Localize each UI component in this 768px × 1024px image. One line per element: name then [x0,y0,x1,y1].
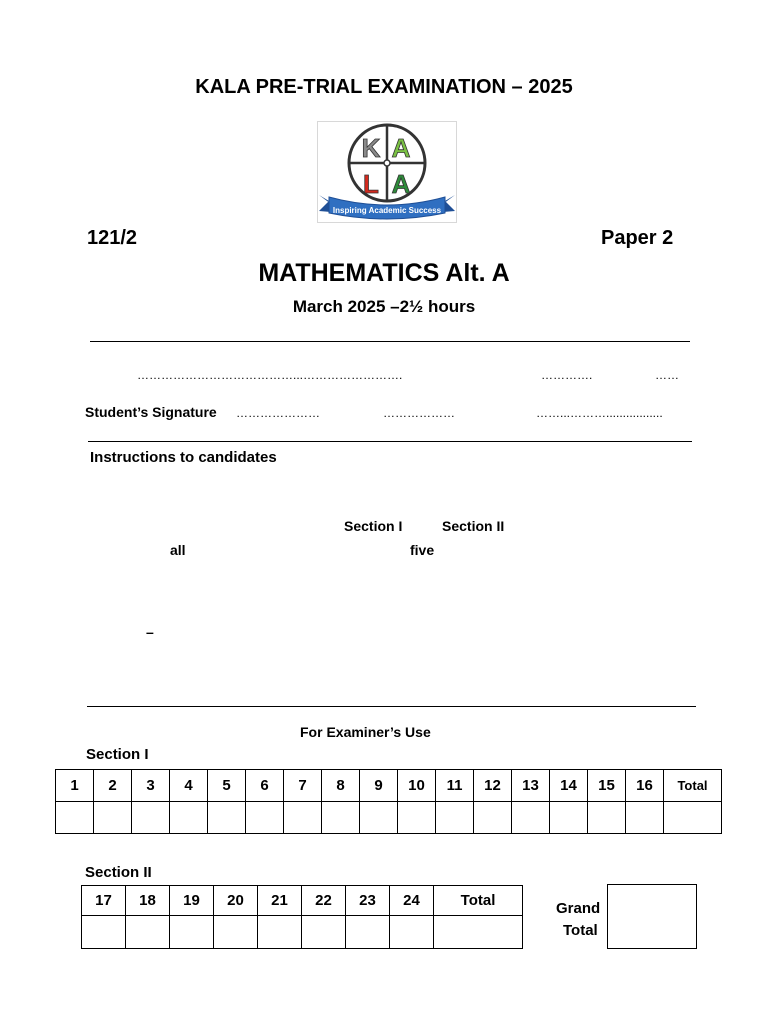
question-11-header: 11 [436,770,474,802]
section-1-score-table [55,769,722,834]
paper-number: Paper 2 [601,227,674,249]
logo-letter-k: K [361,133,381,163]
section-2-header-row [82,886,523,916]
question-6-header: 6 [246,770,284,802]
instruction-word-section-ii: Section II [442,518,505,534]
score-cell[interactable] [170,802,208,834]
question-1-header: 1 [56,770,94,802]
adm-field-dots: …… [655,368,679,382]
question-10-header: 10 [398,770,436,802]
score-cell[interactable] [214,916,258,949]
section-2-score-row [82,916,523,949]
question-24-header: 24 [390,886,434,916]
instruction-word-section-i: Section I [344,518,403,534]
paper-code: 121/2 [87,227,138,249]
question-9-header: 9 [360,770,398,802]
question-18-header: 18 [126,886,170,916]
score-cell[interactable] [284,802,322,834]
grand-total-label-line1: Grand [556,900,601,917]
score-cell[interactable] [246,802,284,834]
logo-tagline: Inspiring Academic Success [332,206,442,215]
question-23-header: 23 [346,886,390,916]
section-1-total-cell[interactable] [664,802,722,834]
logo-letter-a1: A [391,133,411,163]
section-1-total-header: Total [664,770,722,802]
exam-title: KALA PRE-TRIAL EXAMINATION – 2025 [195,76,573,98]
question-16-header: 16 [626,770,664,802]
logo-letter-l: L [363,169,379,199]
score-cell[interactable] [170,916,214,949]
score-cell[interactable] [390,916,434,949]
score-cell[interactable] [82,916,126,949]
instruction-word-all: all [170,542,186,558]
question-4-header: 4 [170,770,208,802]
question-21-header: 21 [258,886,302,916]
question-3-header: 3 [132,770,170,802]
signature-field-dots: ………………… [236,406,320,420]
section-1-score-row [56,802,722,834]
section-1-label: Section I [86,746,149,763]
question-5-header: 5 [208,770,246,802]
score-cell[interactable] [346,916,390,949]
name-field-dots: …………………………………...……………………. [137,368,403,382]
question-2-header: 2 [94,770,132,802]
score-cell[interactable] [550,802,588,834]
instructions-heading: Instructions to candidates [90,449,277,466]
score-cell[interactable] [126,916,170,949]
score-cell[interactable] [512,802,550,834]
question-14-header: 14 [550,770,588,802]
divider-top [90,341,690,342]
examiner-heading: For Examiner’s Use [300,724,431,740]
section-2-score-table [81,885,523,949]
instruction-word-five: five [410,542,435,558]
score-cell[interactable] [360,802,398,834]
section-1-header-row [56,770,722,802]
logo-letter-a2: A [391,169,411,199]
exam-date-duration: March 2025 –2½ hours [292,297,476,316]
score-cell[interactable] [56,802,94,834]
question-7-header: 7 [284,770,322,802]
score-cell[interactable] [94,802,132,834]
section-2-total-header: Total [434,886,523,916]
grand-total-box[interactable] [607,884,697,949]
kala-logo [317,121,457,223]
score-cell[interactable] [398,802,436,834]
question-15-header: 15 [588,770,626,802]
score-cell[interactable] [132,802,170,834]
score-cell[interactable] [322,802,360,834]
question-19-header: 19 [170,886,214,916]
date-field-dots: ……………… [383,406,455,420]
score-cell[interactable] [436,802,474,834]
question-17-header: 17 [82,886,126,916]
question-8-header: 8 [322,770,360,802]
question-12-header: 12 [474,770,512,802]
score-cell[interactable] [302,916,346,949]
subject-title: MATHEMATICS Alt. A [258,259,510,287]
score-cell[interactable] [258,916,302,949]
class-field-dots: ……...………................. [536,406,663,420]
divider-middle [88,441,692,442]
section-2-label: Section II [85,864,152,881]
question-13-header: 13 [512,770,550,802]
signature-label: Student’s Signature [85,404,217,420]
question-20-header: 20 [214,886,258,916]
score-cell[interactable] [626,802,664,834]
score-cell[interactable] [474,802,512,834]
score-cell[interactable] [588,802,626,834]
index-field-dots: …………. [541,368,593,382]
section-2-total-cell[interactable] [434,916,523,949]
divider-bottom [87,706,696,707]
score-cell[interactable] [208,802,246,834]
question-22-header: 22 [302,886,346,916]
instruction-dash: – [146,624,154,640]
grand-total-label-line2: Total [563,922,598,939]
